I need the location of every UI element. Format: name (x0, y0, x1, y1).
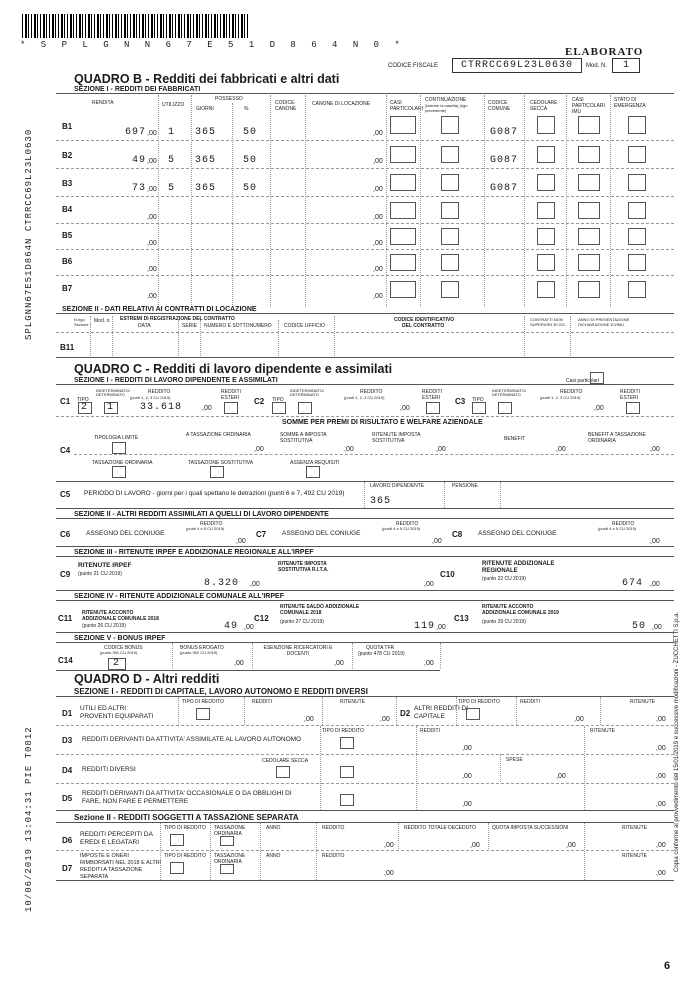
c1-tipo-label: TIPO (77, 397, 89, 403)
d6-quota-value[interactable]: ,00 (566, 842, 576, 849)
d6-ritenute-label: RITENUTE (622, 825, 647, 831)
d7-reddito-value[interactable]: ,00 (384, 870, 394, 877)
c4-ritenute-value[interactable]: ,00 (436, 446, 446, 453)
quadro-d-title: QUADRO D - Altri redditi (74, 672, 220, 686)
quadro-c-title: QUADRO C - Redditi di lavoro dipendente e assimilati (74, 362, 393, 376)
giorni-value[interactable]: 365 (195, 183, 217, 194)
row-b11: B11 (60, 343, 75, 352)
d6-ritenute-value[interactable]: ,00 (656, 842, 666, 849)
c5-lav-dip-value[interactable]: 365 (370, 496, 392, 507)
premi-title: SOMME PER PREMI DI RISULTATO E WELFARE AZIENDALE (282, 419, 483, 426)
d4-spese-value[interactable]: ,00 (556, 773, 566, 780)
casi-particolari-box[interactable] (390, 116, 416, 134)
s2-contratti: CONTRATTI NON SUPERIORI 30 GG. (530, 317, 567, 327)
c4-tip-lim-box[interactable] (112, 442, 126, 454)
c1-reddito-decimals: ,00 (202, 405, 212, 412)
row-d3: D3 (62, 736, 73, 745)
d1-ritenute-value[interactable]: ,00 (380, 716, 390, 723)
quadro-d-section2: Sezione II - REDDITI SOGGETTI A TASSAZIONE SEPARATA (74, 813, 299, 822)
d5-redditi-value[interactable]: ,00 (462, 801, 472, 808)
row-d7: D7 (62, 864, 73, 873)
row-d2: D2 (400, 709, 411, 718)
d6-text: REDDITI PERCEPITI DA EREDI E LEGATARI (80, 831, 153, 846)
c2-punti-label: (punti 1, 2, 3 CU 2019) (344, 395, 385, 400)
c12-punto: (punto 27 CU 2019) (280, 619, 324, 625)
c2-redditi-esteri-box[interactable] (426, 402, 440, 414)
row-c13: C13 (454, 614, 469, 623)
page-number: 6 (664, 960, 671, 972)
rendita-decimals: ,00 (147, 130, 157, 137)
c12-value[interactable]: 119 (414, 621, 436, 632)
codice-comune-value[interactable]: G087 (490, 155, 519, 166)
d5-ritenute-value[interactable]: ,00 (656, 801, 666, 808)
d3-redditi-value[interactable]: ,00 (462, 745, 472, 752)
barcode-text: * S P L G N N 6 7 E 5 1 D 8 6 4 N 0 * (20, 40, 405, 50)
d4-cedolare-label: CEDOLARE SECCA (262, 758, 309, 764)
utilizzo-value[interactable]: 5 (168, 183, 176, 194)
d1-tipo-label: TIPO DI REDDITO (182, 699, 224, 705)
perc-value[interactable]: 50 (243, 127, 258, 138)
row-c10: C10 (440, 570, 455, 579)
col-stato: STATO DI EMERGENZA (614, 97, 646, 109)
c3-redditi-esteri-box[interactable] (626, 402, 640, 414)
c1-redditi-esteri-label: REDDITI ESTERI (221, 389, 241, 401)
c1-redditi-esteri-box[interactable] (224, 402, 238, 414)
d1-redditi-label: REDDITI (252, 699, 272, 705)
continuazione-checkbox[interactable] (441, 146, 459, 163)
col-utilizzo: UTILIZZO (162, 102, 185, 108)
c12-decimals: ,00 (436, 624, 446, 631)
c4-benefit-ord: BENEFIT A TASSAZIONE ORDINARIA (588, 432, 646, 444)
d2-redditi-label: REDDITI (520, 699, 540, 705)
casi-particolari-box[interactable] (390, 146, 416, 163)
continuazione-checkbox[interactable] (441, 254, 459, 271)
canone-value[interactable]: ,00 (373, 293, 383, 300)
casi-particolari-box[interactable] (390, 281, 416, 298)
c2-indet-label: INDETERMINATO/ DETERMINATO (290, 388, 324, 397)
c11-acc: RITENUTE ACCONTO ADDIZIONALE COMUNALE 2018 (82, 610, 159, 622)
d2-text: ALTRI REDDITI DI CAPITALE (414, 705, 469, 720)
c14-esenzione: ESENZIONE RICERCATORI E DOCENTI (263, 645, 333, 657)
c11-punto: (punto 26 CU 2019) (82, 623, 126, 629)
c2-reddito-label: REDDITO (360, 389, 383, 395)
c4-tass-ord2-box[interactable] (112, 466, 126, 478)
d7-ritenute-label: RITENUTE (622, 853, 647, 859)
row-c9: C9 (60, 570, 71, 579)
col-rendita: RENDITA (92, 100, 114, 106)
c14-bonus: BONUS EROGATO (180, 645, 224, 651)
casi-particolari-box[interactable] (390, 174, 416, 191)
mod-field[interactable]: 1 (612, 58, 640, 73)
casi-imu-box[interactable] (578, 174, 600, 191)
c2-indet-field[interactable] (298, 402, 312, 414)
c6-assegno: ASSEGNO DEL CONIUGE (86, 530, 165, 537)
c4-benefit: BENEFIT (504, 436, 526, 442)
casi-imu-box[interactable] (578, 202, 600, 219)
c1-punti-label: (punti 1, 2, 3 CU 2019) (130, 395, 171, 400)
row-label: B5 (62, 231, 73, 240)
cedolare-checkbox[interactable] (537, 228, 555, 245)
giorni-value[interactable]: 365 (195, 127, 217, 138)
c4-somme-value[interactable]: ,00 (344, 446, 354, 453)
rendita-decimals: ,00 (147, 240, 157, 247)
d4-redditi-value[interactable]: ,00 (462, 773, 472, 780)
c13-decimals: ,00 (652, 624, 662, 631)
quadro-b-title: QUADRO B - Redditi dei fabbricati e altri dati (74, 72, 340, 86)
c13-value[interactable]: 50 (632, 621, 647, 632)
rendita-decimals: ,00 (147, 293, 157, 300)
perc-value[interactable]: 50 (243, 183, 258, 194)
s2-anno: ANNO DI PRESENTAZIONE DICHIARAZIONE ICI/IMU (578, 317, 630, 327)
c3-redditi-esteri-label: REDDITI ESTERI (620, 389, 640, 401)
c14-codice: CODICE BONUS (104, 645, 143, 651)
c14-codice-punto: (punto 391 CU 2019) (100, 650, 138, 655)
s2-serie: SERIE (182, 323, 198, 329)
canone-value[interactable]: ,00 (373, 266, 383, 273)
casi-particolari-box[interactable] (390, 254, 416, 271)
row-c11: C11 (58, 614, 73, 623)
continuazione-checkbox[interactable] (441, 174, 459, 191)
d4-cedolare-box[interactable] (276, 766, 290, 778)
d1-tipo-field[interactable] (196, 708, 210, 720)
quadro-c-section4: SEZIONE IV - RITENUTE ADDIZIONALE COMUNALE ALL'IRPEF (74, 593, 284, 600)
casi-imu-box[interactable] (578, 254, 600, 271)
c2-amount[interactable]: ,00 (400, 405, 410, 412)
c6-amount[interactable]: ,00 (236, 538, 246, 545)
d4-ritenute-value[interactable]: ,00 (656, 773, 666, 780)
c1-reddito-label: REDDITO (148, 389, 171, 395)
row-label: B6 (62, 257, 73, 266)
c2-redditi-esteri-label: REDDITI ESTERI (422, 389, 442, 401)
c3-punti-label: (punti 1, 2, 3 CU 2019) (540, 395, 581, 400)
c5-text: PERIODO DI LAVORO - giorni per i quali spettano le detrazioni (punti 6 e 7, 492 CU 2019) (84, 490, 345, 497)
s2-numero: NUMERO E SOTTONUMERO (204, 323, 272, 329)
row-c5: C5 (60, 490, 71, 499)
canone-value[interactable]: ,00 (373, 214, 383, 221)
canone-value[interactable]: ,00 (373, 186, 383, 193)
row-c14: C14 (58, 656, 73, 665)
d3-ritenute-label: RITENUTE (590, 728, 615, 734)
d6-reddito-tot-value[interactable]: ,00 (470, 842, 480, 849)
c4-benefit-ord-value[interactable]: ,00 (650, 446, 660, 453)
c11-decimals: ,00 (244, 624, 254, 631)
quadro-c-section2: SEZIONE II - ALTRI REDDITI ASSIMILATI A QUELLI DI LAVORO DIPENDENTE (74, 511, 329, 518)
d3-ritenute-value[interactable]: ,00 (656, 745, 666, 752)
c10-punto: (punto 22 CU 2019) (482, 576, 526, 582)
col-continuazione-sub: (barrare la casella) (rigo precedente) (425, 103, 468, 113)
c3-indet-field[interactable] (498, 402, 512, 414)
c10-add-reg: RITENUTE ADDIZIONALE REGIONALE (482, 561, 555, 574)
left-margin-timestamp: 10/06/2019 13:04:31 PIE T0812 (24, 726, 34, 912)
giorni-value[interactable]: 365 (195, 155, 217, 166)
d3-reddito-label: REDDITI (420, 728, 440, 734)
d7-tipo-field[interactable] (170, 862, 184, 874)
c10-value[interactable]: 674 (622, 578, 644, 589)
mod-label: Mod. N. (586, 63, 608, 69)
s2-ufficio: CODICE UFFICIO (284, 323, 325, 329)
canone-value[interactable]: ,00 (373, 130, 383, 137)
right-margin-note: Copia conforme al provvedimento del 15/01/2019 e successive modificazioni - ZUCCHETTI S.p.a. (674, 611, 680, 872)
quadro-d-section1: SEZIONE I - REDDITI DI CAPITALE, LAVORO AUTONOMO E REDDITI DIVERSI (74, 687, 368, 696)
canone-value[interactable]: ,00 (373, 240, 383, 247)
d2-ritenute-label: RITENUTE (630, 699, 655, 705)
c1-reddito-value[interactable]: 33.618 (140, 402, 183, 413)
c2-tipo-label: TIPO (272, 397, 284, 403)
continuazione-checkbox[interactable] (441, 228, 459, 245)
row-c6: C6 (60, 530, 71, 539)
c1-indet-value[interactable]: 1 (107, 402, 115, 413)
d7-tipo-label: TIPO DI REDDITO (164, 853, 206, 859)
d2-tipo-field[interactable] (466, 708, 480, 720)
d6-tipo-field[interactable] (170, 834, 184, 846)
c4-tip-lim: TIPOLOGIA LIMITE (94, 435, 139, 441)
rendita-decimals: ,00 (147, 186, 157, 193)
c4-assenza: ASSENZA REQUISITI (290, 460, 340, 466)
continuazione-checkbox[interactable] (441, 116, 459, 134)
c13-punto: (punto 29 CU 2019) (482, 619, 526, 625)
d5-text: REDDITI DERIVANTI DA ATTIVITA' OCCASIONALE O DA OBBLIGHI DI FARE, NON FARE E PERMETTERE (82, 790, 292, 805)
c3-tipo-label: TIPO (472, 397, 484, 403)
col-continuazione: CONTINUAZIONE (425, 97, 467, 103)
continuazione-checkbox[interactable] (441, 202, 459, 219)
c7-assegno: ASSEGNO DEL CONIUGE (282, 530, 361, 537)
row-label: B7 (62, 284, 73, 293)
codice-comune-value[interactable]: G087 (490, 183, 519, 194)
row-c12: C12 (254, 614, 269, 623)
quadro-b-section2: SEZIONE II - DATI RELATIVI AI CONTRATTI DI LOCAZIONE (62, 306, 257, 313)
c14-quota-punto: (punto 478 CU 2019) (358, 651, 405, 657)
stato-emergenza-checkbox[interactable] (628, 202, 646, 219)
elaborato-label: ELABORATO (565, 46, 644, 58)
quadro-c-section3: SEZIONE III - RITENUTE IRPEF E ADDIZIONALE REGIONALE ALL'IRPEF (74, 549, 314, 556)
d5-tipo-field[interactable] (340, 794, 354, 806)
quadro-c-section5: SEZIONE V - BONUS IRPEF (74, 635, 166, 642)
d4-spese-label: SPESE (506, 757, 523, 763)
c3-indet-label: INDETERMINATO/ DETERMINATO (492, 388, 526, 397)
casi-imu-box[interactable] (578, 116, 600, 134)
stato-emergenza-checkbox[interactable] (628, 116, 646, 134)
col-possesso: POSSESSO (215, 96, 243, 102)
col-codice-canone: CODICE CANONE (275, 100, 297, 112)
d4-text: REDDITI DIVERSI (82, 766, 136, 773)
d6-reddito-value[interactable]: ,00 (384, 842, 394, 849)
utilizzo-value[interactable]: 1 (168, 127, 176, 138)
utilizzo-value[interactable]: 5 (168, 155, 176, 166)
c14-bonus-punto: (punto 392 CU 2019) (180, 650, 218, 655)
row-c3: C3 (455, 397, 466, 406)
c4-tass-ord: A TASSAZIONE ORDINARIA (186, 432, 251, 438)
c12-saldo: RITENUTE SALDO ADDIZIONALE COMUNALE 2018 (280, 604, 360, 616)
d6-reddito-label: REDDITO (322, 825, 345, 831)
row-d1: D1 (62, 709, 73, 718)
cedolare-checkbox[interactable] (537, 254, 555, 271)
d3-tipo-field[interactable] (340, 737, 354, 749)
d7-text: IMPOSTE E ONERI RIMBORSATI NEL 2018 E ALTRI REDDITI A TASSAZIONE SEPARATA (80, 853, 162, 880)
rendita-decimals: ,00 (147, 214, 157, 221)
c3-amount[interactable]: ,00 (594, 405, 604, 412)
canone-value[interactable]: ,00 (373, 158, 383, 165)
row-d4: D4 (62, 766, 73, 775)
c10-decimals: ,00 (650, 581, 660, 588)
col-casi: CASI PARTICOLARI (390, 100, 423, 112)
d6-anno-label: ANNO (266, 825, 281, 831)
c9-title: RITENUTE IRPEF (78, 562, 132, 569)
rendita-decimals: ,00 (147, 266, 157, 273)
d7-reddito-label: REDDITO (322, 853, 345, 859)
cedolare-checkbox[interactable] (537, 202, 555, 219)
casi-imu-box[interactable] (578, 146, 600, 163)
c3-tipo-field[interactable] (472, 402, 486, 414)
row-c7: C7 (256, 530, 267, 539)
c9-sost: RITENUTE IMPOSTA SOSTITUTIVA R.I.T.A. (278, 561, 329, 573)
col-cedolare: CEDOLARE SECCA (530, 100, 558, 112)
row-label: B4 (62, 205, 73, 214)
col-codice-comune: CODICE COMUNE (488, 100, 511, 112)
quadro-c-section1: SEZIONE I - REDDITI DI LAVORO DIPENDENTE E ASSIMILATI (74, 377, 278, 384)
d2-ritenute-value[interactable]: ,00 (656, 716, 666, 723)
c7-amount[interactable]: ,00 (432, 538, 442, 545)
col-perc: % (244, 106, 249, 112)
c14-codice-value[interactable]: 2 (113, 658, 121, 669)
c4-tass-sost: TASSAZIONE SOSTITUTIVA (188, 460, 254, 466)
c7-punti: (punti 4 e 5 CU 2019) (382, 526, 421, 531)
row-d6: D6 (62, 836, 73, 845)
c14-bonus-value[interactable]: ,00 (234, 660, 244, 667)
rendita-value[interactable]: 697 (124, 127, 146, 138)
col-canone: CANONE DI LOCAZIONE (312, 101, 371, 107)
casi-imu-box[interactable] (578, 228, 600, 245)
casi-particolari-box[interactable] (390, 202, 416, 219)
row-c4: C4 (60, 446, 71, 455)
s2-del-contratto: DEL CONTRATTO (402, 323, 445, 329)
s2-nrigo: N.rigo Sezione I (74, 317, 91, 327)
cedolare-checkbox[interactable] (537, 174, 555, 191)
stato-emergenza-checkbox[interactable] (628, 254, 646, 271)
rendita-value[interactable]: 49 (131, 155, 146, 166)
divider (56, 93, 674, 94)
col-giorni: GIORNI (196, 106, 214, 112)
cedolare-checkbox[interactable] (537, 146, 555, 163)
c8-assegno: ASSEGNO DEL CONIUGE (478, 530, 557, 537)
c8-reddito: REDDITO (612, 521, 635, 527)
col-casi-imu: CASI PARTICOLARI IMU (572, 97, 605, 115)
codice-fiscale-field[interactable]: CTRRCC69L23L0630 (452, 58, 582, 73)
stato-emergenza-checkbox[interactable] (628, 146, 646, 163)
s2-codice-id: CODICE IDENTIFICATIVO (394, 317, 455, 323)
c14-quota: QUOTA TFR (366, 645, 395, 651)
quadro-b-section1: SEZIONE I - REDDITI DEI FABBRICATI (74, 86, 201, 93)
c4-assenza-box[interactable] (306, 466, 320, 478)
codice-comune-value[interactable]: G087 (490, 127, 519, 138)
d7-anno-label: ANNO (266, 853, 281, 859)
c3-reddito-label: REDDITO (560, 389, 583, 395)
c6-reddito: REDDITO (200, 521, 223, 527)
d6-tass-ord-box[interactable] (220, 836, 234, 846)
c5-pensione: PENSIONE (452, 483, 478, 489)
row-c1: C1 (60, 397, 71, 406)
codice-fiscale-label: CODICE FISCALE (388, 63, 439, 69)
c4-tass-sost-box[interactable] (210, 466, 224, 478)
stato-emergenza-checkbox[interactable] (628, 228, 646, 245)
c14-esenzione-value[interactable]: ,00 (334, 660, 344, 667)
d4-tipo-field[interactable] (340, 766, 354, 778)
d7-tass-ord-label: TASSAZIONE ORDINARIA (214, 853, 246, 865)
row-label: B3 (62, 179, 73, 188)
row-label: B1 (62, 122, 73, 131)
c9-punto: (punto 21 CU 2019) (78, 571, 122, 577)
c4-benefit-value[interactable]: ,00 (556, 446, 566, 453)
c14-quota-value[interactable]: ,00 (424, 660, 434, 667)
s2-data: DATA (138, 323, 151, 329)
d6-tass-ord-label: TASSAZIONE ORDINARIA (214, 825, 246, 837)
c4-ritenute: RITENUTE IMPOSTA SOSTITUTIVA (372, 432, 421, 444)
d7-tass-ord-box[interactable] (220, 864, 234, 874)
cedolare-checkbox[interactable] (537, 116, 555, 134)
casi-particolari-box[interactable] (590, 372, 604, 384)
d1-redditi-value[interactable]: ,00 (304, 716, 314, 723)
left-margin-code: SPLGNN67E51D864N CTRRCC69L23L0630 (24, 128, 34, 340)
d1-ritenute-label: RITENUTE (340, 699, 365, 705)
s2-estremi: ESTREMI DI REGISTRAZIONE DEL CONTRATTO (120, 316, 235, 322)
c13-acc: RITENUTE ACCONTO ADDIZIONALE COMUNALE 2019 (482, 604, 559, 616)
row-label: B2 (62, 151, 73, 160)
casi-particolari-box[interactable] (390, 228, 416, 245)
c1-tipo-value[interactable]: 2 (81, 402, 89, 413)
barcode (22, 14, 250, 38)
d2-redditi-value[interactable]: ,00 (574, 716, 584, 723)
row-d5: D5 (62, 794, 73, 803)
d3-tipo-label: TIPO DI REDDITO (322, 728, 364, 734)
d1-text: UTILI ED ALTRI PROVENTI EQUIPARATI (80, 705, 154, 720)
c1-indet-label: INDETERMINATO/ DETERMINATO (96, 388, 130, 397)
c5-lav-dip: LAVORO DIPENDENTE (370, 483, 425, 489)
casi-imu-box[interactable] (578, 281, 600, 298)
stato-emergenza-checkbox[interactable] (628, 281, 646, 298)
d3-text: REDDITI DERIVANTI DA ATTIVITA' ASSIMILATE AL LAVORO AUTONOMO (82, 736, 302, 743)
cedolare-checkbox[interactable] (537, 281, 555, 298)
c4-tass-ord2: TASSAZIONE ORDINARIA (92, 460, 153, 466)
c4-tass-ord-value[interactable]: ,00 (254, 446, 264, 453)
c11-value[interactable]: 49 (224, 621, 239, 632)
c9-decimals: ,00 (250, 581, 260, 588)
d2-tipo-label: TIPO DI REDDITO (458, 699, 500, 705)
row-c2: C2 (254, 397, 265, 406)
rendita-decimals: ,00 (147, 158, 157, 165)
casi-particolari-label: Casi particolari (566, 378, 600, 384)
c8-punti: (punti 4 e 5 CU 2019) (598, 526, 637, 531)
c7-reddito: REDDITO (396, 521, 419, 527)
c6-punti: (punti 4 e 5 CU 2019) (186, 526, 225, 531)
s2-mod: Mod. n. (94, 318, 111, 324)
c4-somme: SOMME A IMPOSTA SOSTITUTIVA (280, 432, 327, 444)
continuazione-checkbox[interactable] (441, 281, 459, 298)
d7-ritenute-value[interactable]: ,00 (656, 870, 666, 877)
c2-tipo-field[interactable] (272, 402, 286, 414)
d6-quota-label: QUOTA IMPOSTA SUCCESSIONI (492, 825, 569, 831)
row-c8: C8 (452, 530, 463, 539)
c8-amount[interactable]: ,00 (650, 538, 660, 545)
d6-tipo-label: TIPO DI REDDITO (164, 825, 206, 831)
stato-emergenza-checkbox[interactable] (628, 174, 646, 191)
c9-sost-value[interactable]: ,00 (424, 581, 434, 588)
d6-reddito-tot-label: REDDITO TOTALE DECEDUTO (404, 825, 477, 831)
perc-value[interactable]: 50 (243, 155, 258, 166)
rendita-value[interactable]: 73 (131, 183, 146, 194)
c9-value[interactable]: 8.320 (204, 578, 240, 589)
